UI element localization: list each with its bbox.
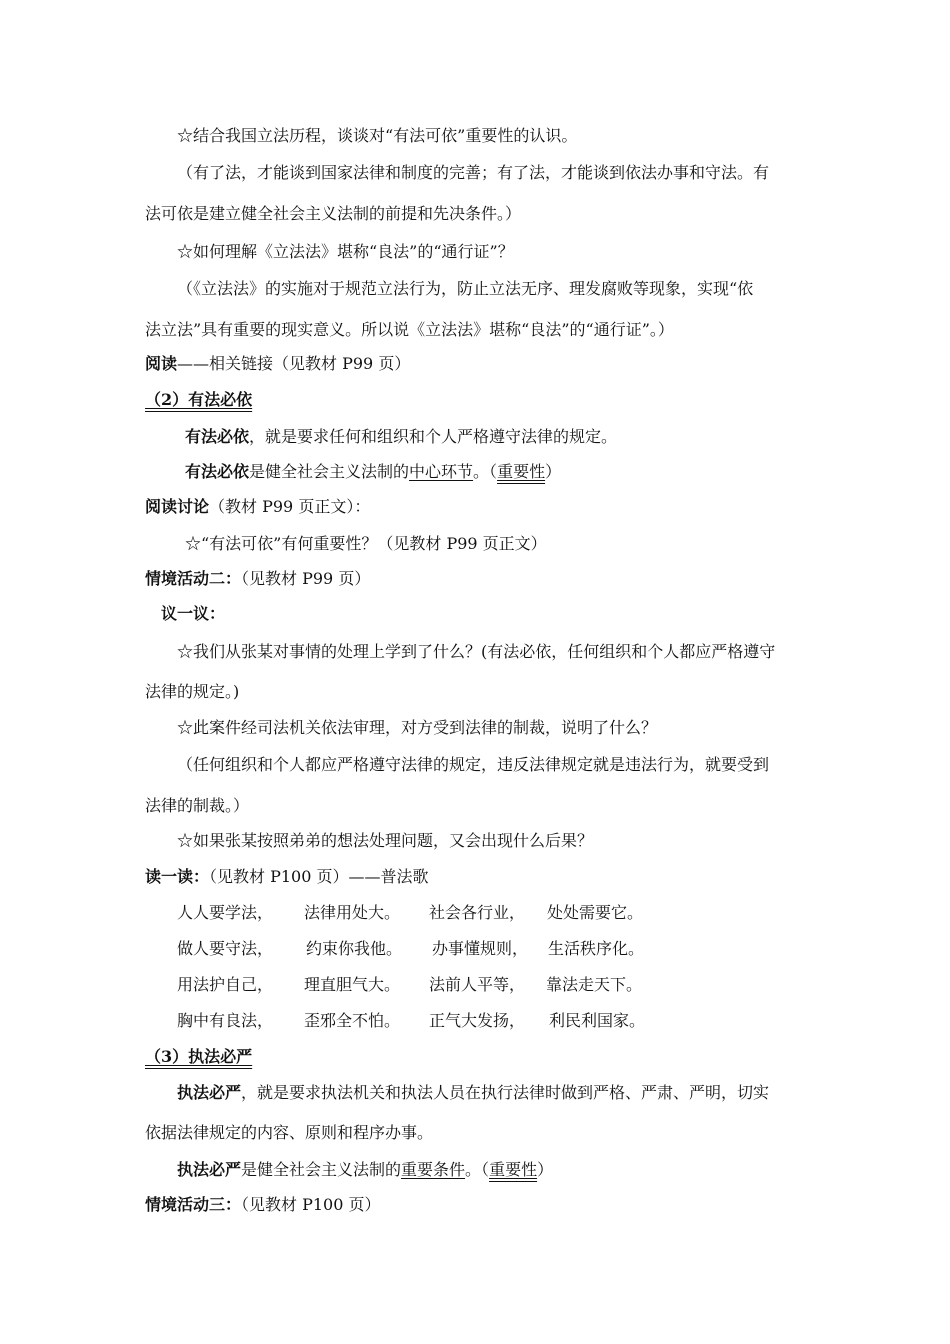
song-verse: 社会各行业， bbox=[429, 903, 526, 922]
song-row bbox=[0, 1009, 950, 1033]
reading-label: 阅读 bbox=[145, 354, 178, 373]
song-verse: 人人要学法， bbox=[177, 903, 274, 922]
activity-3-label: 情境活动三： bbox=[145, 1195, 242, 1214]
section-2-definition bbox=[185, 425, 617, 449]
song-verse: 办事懂规则， bbox=[432, 939, 529, 958]
activity-3-text: （见教材 P100 页） bbox=[241, 1195, 381, 1214]
punct-end: ） bbox=[545, 462, 562, 481]
activity-3-line bbox=[145, 1193, 381, 1217]
song-verse: 做人要守法， bbox=[177, 939, 274, 958]
definition-text: ，就是要求任何和组织和个人严格遵守法律的规定。 bbox=[249, 427, 618, 446]
section-3-importance bbox=[177, 1158, 553, 1182]
importance-text: 是健全社会主义法制的 bbox=[241, 1160, 402, 1179]
question-4: ☆此案件经司法机关依法审理，对方受到法律的制裁，说明了什么？ bbox=[177, 718, 658, 737]
read-aloud-line bbox=[145, 865, 429, 889]
song-verse: 法前人平等， bbox=[429, 975, 526, 994]
importance-text: 是健全社会主义法制的 bbox=[249, 462, 410, 481]
key-phrase-important-condition: 重要条件 bbox=[401, 1160, 466, 1179]
activity-2-line bbox=[145, 567, 370, 591]
answer-1-line-1: （有了法，才能谈到国家法律和制度的完善；有了法，才能谈到依法办事和守法。有 bbox=[177, 163, 770, 182]
discussion-line bbox=[145, 495, 370, 519]
importance-tag: 重要性 bbox=[489, 1160, 538, 1179]
song-verse: 胸中有良法， bbox=[177, 1011, 274, 1030]
section-3-title: （3）执法必严 bbox=[145, 1047, 253, 1066]
activity-2-text: （见教材 P99 页） bbox=[241, 569, 371, 588]
question-legislation-law: ☆如何理解《立法法》堪称“良法”的“通行证”？ bbox=[177, 242, 514, 261]
read-aloud-text: （见教材 P100 页）——普法歌 bbox=[209, 867, 429, 886]
term-youfabiyi: 有法必依 bbox=[185, 427, 250, 446]
song-row bbox=[0, 973, 950, 997]
term-youfabiyi-2: 有法必依 bbox=[185, 462, 250, 481]
importance-tag: 重要性 bbox=[497, 462, 546, 481]
song-verse: 约束你我他。 bbox=[306, 939, 403, 958]
answer-1-line-2: 法可依是建立健全社会主义法制的前提和先决条件。） bbox=[145, 204, 522, 223]
song-row bbox=[0, 901, 950, 925]
punct: 。（ bbox=[473, 462, 498, 481]
song-verse: 正气大发扬， bbox=[429, 1011, 526, 1030]
song-verse: 利民利国家。 bbox=[549, 1011, 646, 1030]
answer-2-line-1: （《立法法》的实施对于规范立法行为，防止立法无序、理发腐败等现象，实现“依 bbox=[177, 279, 754, 298]
answer-4-line-1: （任何组织和个人都应严格遵守法律的规定，违反法律规定就是违法行为，就要受到 bbox=[177, 755, 770, 774]
discuss-heading: 议一议： bbox=[161, 604, 226, 623]
definition-text: ，就是要求执法机关和执法人员在执行法律时做到严格、严肃、严明，切实 bbox=[241, 1083, 770, 1102]
answer-2-line-2: 法立法”具有重要的现实意义。所以说《立法法》堪称“良法”的“通行证”。） bbox=[145, 320, 674, 339]
reading-link-line bbox=[145, 352, 410, 376]
section-3-definition-line-2: 依据法律规定的内容、原则和程序办事。 bbox=[145, 1123, 434, 1142]
song-verse: 靠法走天下。 bbox=[546, 975, 643, 994]
activity-2-label: 情境活动二： bbox=[145, 569, 242, 588]
question-legislation-history: ☆结合我国立法历程，谈谈对“有法可依”重要性的认识。 bbox=[177, 126, 578, 145]
section-2-importance bbox=[185, 460, 561, 484]
section-3-definition-line-1 bbox=[177, 1081, 769, 1105]
song-verse: 生活秩序化。 bbox=[548, 939, 645, 958]
key-phrase-center-link: 中心环节 bbox=[409, 462, 474, 481]
reading-link-text: ——相关链接（见教材 P99 页） bbox=[177, 354, 411, 373]
term-zhifabiyan-2: 执法必严 bbox=[177, 1160, 242, 1179]
question-3-line-2: 法律的规定。) bbox=[145, 682, 240, 701]
punct-end: ） bbox=[537, 1160, 554, 1179]
punct: 。（ bbox=[465, 1160, 490, 1179]
song-verse: 歪邪全不怕。 bbox=[304, 1011, 401, 1030]
section-2-title: （2）有法必依 bbox=[145, 390, 253, 409]
song-verse: 处处需要它。 bbox=[547, 903, 644, 922]
question-3-line-1: ☆我们从张某对事情的处理上学到了什么？(有法必依，任何组织和个人都应严格遵守 bbox=[177, 642, 776, 661]
song-row bbox=[0, 937, 950, 961]
answer-4-line-2: 法律的制裁。） bbox=[145, 796, 250, 815]
question-5: ☆如果张某按照弟弟的想法处理问题，又会出现什么后果？ bbox=[177, 831, 594, 850]
discussion-label: 阅读讨论 bbox=[145, 497, 210, 516]
read-aloud-label: 读一读： bbox=[145, 867, 210, 886]
song-verse: 用法护自己， bbox=[177, 975, 274, 994]
discussion-text: （教材 P99 页正文）： bbox=[209, 497, 371, 516]
term-zhifabiyan: 执法必严 bbox=[177, 1083, 242, 1102]
song-verse: 理直胆气大。 bbox=[304, 975, 401, 994]
song-verse: 法律用处大。 bbox=[304, 903, 401, 922]
discussion-question: ☆“有法可依”有何重要性？（见教材 P99 页正文） bbox=[185, 534, 547, 553]
